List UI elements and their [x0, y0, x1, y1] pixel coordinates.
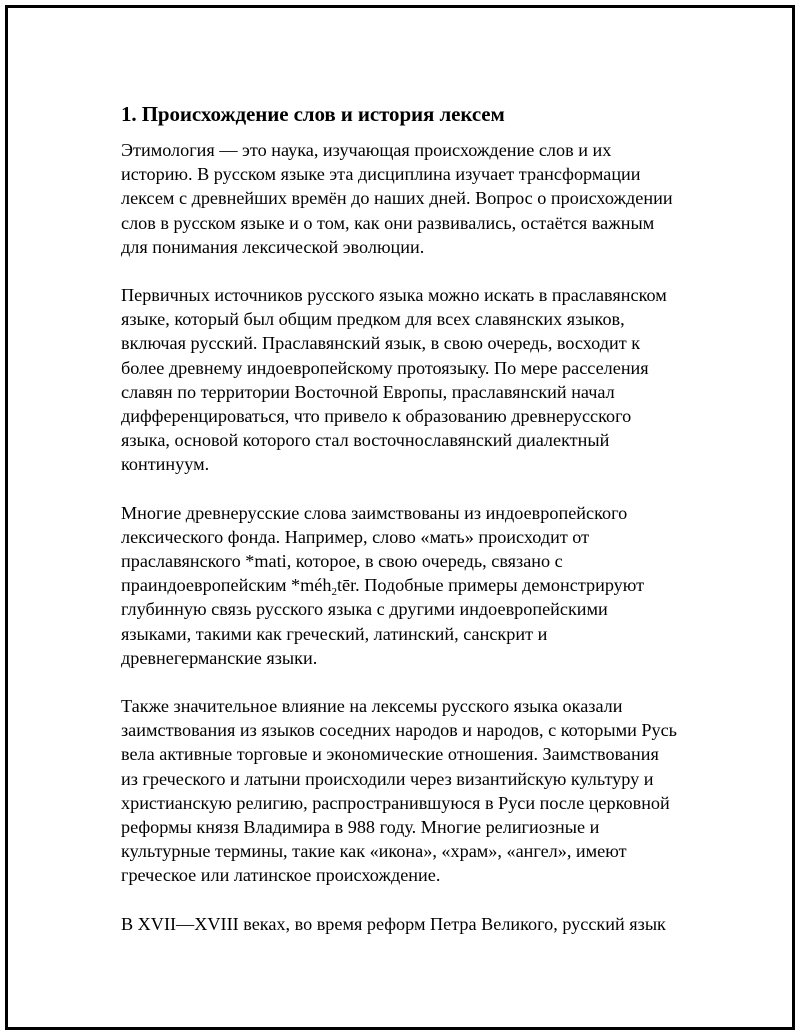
text-line: Многие древнерусские слова заимствованы из индоевропейского [121, 502, 628, 523]
text-line: включая русский. Праславянский язык, в свою очередь, восходит к [121, 333, 641, 354]
text-line: историю. В русском языке эта дисциплина изучает трансформации [121, 164, 641, 185]
paragraph-proto-slavic [121, 283, 701, 477]
text-line: культурные термины, такие как «икона», «храм», «ангел», имеют [121, 841, 627, 862]
text-line: слов в русском языке и о том, как они развивались, остаётся важным [121, 212, 655, 233]
section-heading: 1. Происхождение слов и история лексем [121, 102, 505, 126]
text-line: языка, основой которого стал восточнославянский диалектный [121, 430, 610, 451]
text-line: языке, который был общим предком для всех славянских языков, [121, 309, 625, 330]
text-line: реформы князя Владимира в 988 году. Многие религиозные и [121, 817, 600, 838]
page-frame [5, 5, 795, 1030]
formula-prefix: праиндоевропейским *méh [121, 575, 332, 596]
text-line: для понимания лексической эволюции. [121, 236, 425, 257]
text-line: Также значительное влияние на лексемы русского языка оказали [121, 696, 623, 717]
text-line: дифференцироваться, что привело к образованию древнерусского [121, 406, 632, 427]
formula-subscript: 2 [331, 586, 337, 599]
text-line: праславянского *mati, которое, в свою очередь, связано с [121, 551, 563, 572]
text-line: лексем с древнейших времён до наших дней. Вопрос о происхождении [121, 188, 673, 209]
formula-line [121, 573, 701, 597]
text-line: славян по территории Восточной Европы, праславянский начал [121, 381, 615, 402]
text-line: древнегерманские языки. [121, 647, 318, 668]
text-line: В XVII—XVIII веках, во время реформ Петра Великого, русский язык [121, 913, 666, 934]
text-line: континуум. [121, 454, 210, 475]
text-line: заимствования из языков соседних народов и народов, с которыми Русь [121, 720, 677, 741]
document-body [121, 101, 701, 960]
text-line: языками, такими как греческий, латинский, санскрит и [121, 623, 548, 644]
formula-suffix: tēr. Подобные примеры демонстрируют [336, 575, 645, 596]
text-line: греческое или латинское происхождение. [121, 865, 441, 886]
paragraph-borrowings [121, 694, 701, 888]
text-line: более древнему индоевропейскому протоязыку. По мере расселения [121, 357, 649, 378]
paragraph-etymology [121, 138, 701, 259]
text-line: из греческого и латыни происходили через византийскую культуру и [121, 768, 654, 789]
text-line: лексического фонда. Например, слово «мать» происходит от [121, 526, 590, 547]
text-line: Этимология — это наука, изучающая происхождение слов и их [121, 140, 612, 160]
text-line: Первичных источников русского языка можно искать в праславянском [121, 285, 667, 306]
text-line: христианскую религию, распространившуюся в Руси после церковной [121, 792, 670, 813]
text-line: вела активные торговые и экономические отношения. Заимствования [121, 744, 659, 765]
paragraph-indo-european [121, 501, 701, 670]
paragraph-peter-reforms [121, 912, 701, 936]
text-line: глубинную связь русского языка с другими индоевропейскими [121, 599, 608, 620]
